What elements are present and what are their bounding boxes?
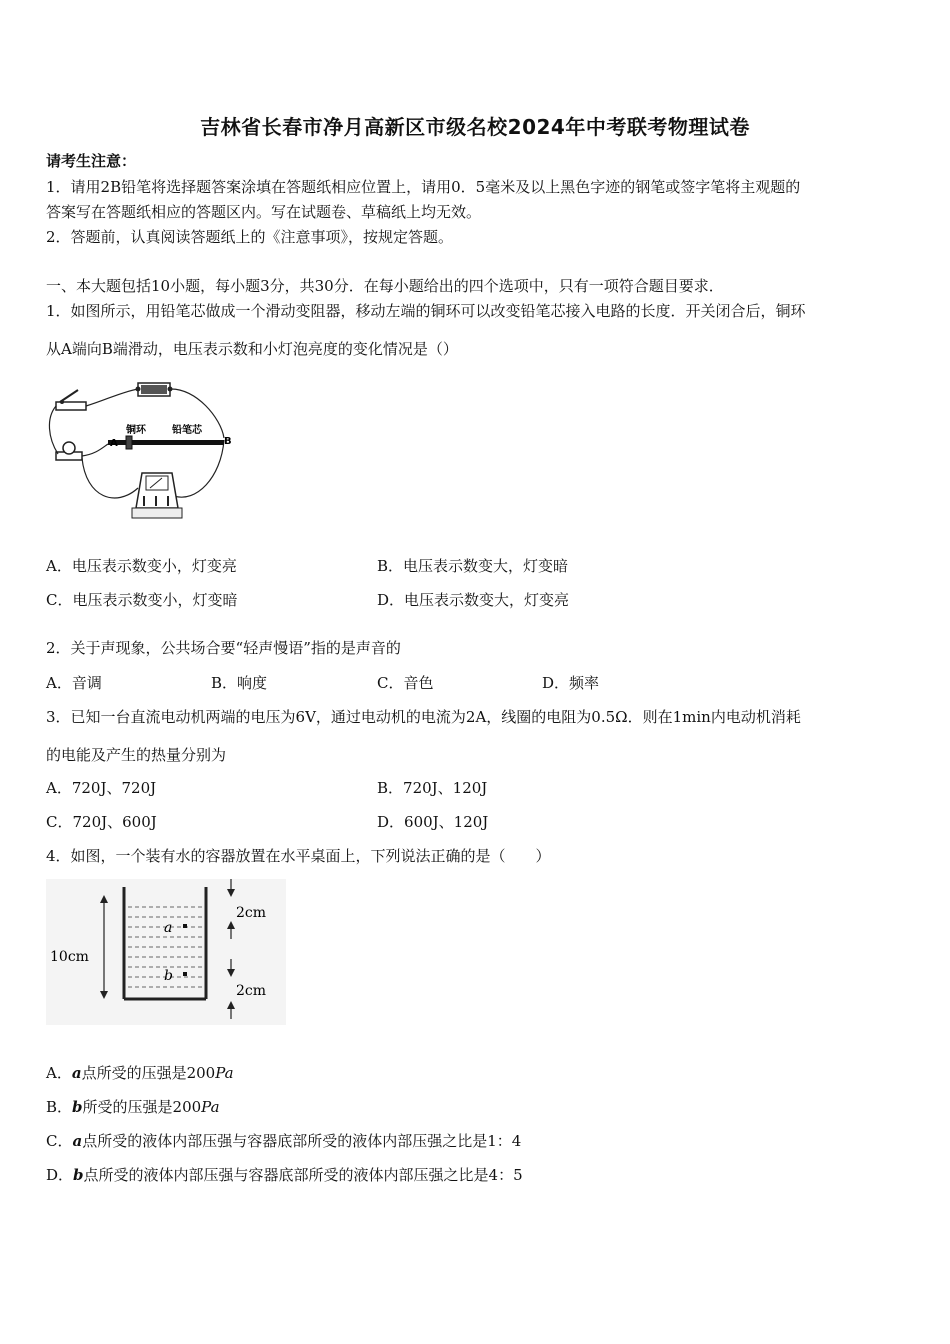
q2-option-d: D．频率: [542, 674, 600, 692]
q4-option-d: D．b点所受的液体内部压强与容器底部所受的液体内部压强之比是4：5: [46, 1166, 523, 1184]
point-b-label: b: [164, 968, 173, 984]
point-a-icon: [183, 924, 187, 928]
q1-stem-line-2: 从A端向B端滑动，电压表示数和小灯泡亮度的变化情况是（）: [46, 340, 458, 358]
switch-icon: [56, 390, 86, 410]
q4-option-c: C．a点所受的液体内部压强与容器底部所受的液体内部压强之比是1：4: [46, 1132, 522, 1150]
voltmeter-icon: [132, 473, 182, 518]
q3-stem-line-1: 3．已知一台直流电动机两端的电压为6V，通过电动机的电流为2A，线圈的电阻为0.5Ω．则在1min内电动机消耗: [46, 708, 801, 726]
point-b-icon: [183, 972, 187, 976]
q1-option-c: C．电压表示数变小，灯变暗: [46, 591, 238, 609]
q3-stem-line-2: 的电能及产生的热量分别为: [46, 746, 227, 764]
top-depth-label: 2cm: [236, 905, 267, 921]
q3-option-a: A．720J、720J: [46, 779, 157, 797]
point-a-label: a: [164, 920, 173, 936]
notice-line-2: 2．答题前，认真阅读答题纸上的《注意事项》，按规定答题。: [46, 228, 454, 246]
label-lead: 铅笔芯: [172, 425, 202, 436]
label-b: B: [224, 436, 232, 447]
q2-option-a: A．音调: [46, 674, 102, 692]
q2-stem: 2．关于声现象，公共场合要“轻声慢语”指的是声音的: [46, 639, 401, 657]
battery-icon: [136, 383, 173, 396]
notice-line-1: 1．请用2B铅笔将选择题答案涂填在答题纸相应位置上，请用0．5毫米及以上黑色字迹的钢笔或签字笔将主观题的: [46, 178, 801, 196]
q4-option-a: A．a点所受的压强是200Pa: [46, 1064, 234, 1082]
notice-heading: 请考生注意：: [46, 152, 137, 170]
q4-container-figure: [46, 879, 286, 1025]
q1-option-a: A．电压表示数变小，灯变亮: [46, 557, 237, 575]
notice-line-1b: 答案写在答题纸相应的答题区内。写在试题卷、草稿纸上均无效。: [46, 203, 482, 221]
q2-option-b: B．响度: [211, 674, 268, 692]
q1-option-d: D．电压表示数变大，灯变亮: [377, 591, 570, 609]
bulb-icon: [56, 442, 82, 460]
q3-option-c: C．720J、600J: [46, 813, 157, 831]
q1-circuit-figure: [46, 378, 236, 528]
section-heading: 一、本大题包括10小题，每小题3分，共30分．在每小题给出的四个选项中，只有一项符合题目要求．: [46, 277, 724, 295]
bottom-depth-label: 2cm: [236, 983, 267, 999]
height-label: 10cm: [50, 949, 89, 965]
page-title: 吉林省长春市净月高新区市级名校2024年中考联考物理试卷: [200, 115, 750, 139]
q3-option-b: B．720J、120J: [377, 779, 488, 797]
label-a: A: [110, 438, 118, 449]
q1-option-b: B．电压表示数变大，灯变暗: [377, 557, 569, 575]
q1-stem-line-1: 1．如图所示，用铅笔芯做成一个滑动变阻器，移动左端的铜环可以改变铅笔芯接入电路的长度．开关闭合后，铜环: [46, 302, 806, 320]
q3-option-d: D．600J、120J: [377, 813, 489, 831]
label-ring: 铜环: [126, 425, 146, 436]
q4-stem: 4．如图，一个装有水的容器放置在水平桌面上，下列说法正确的是（ ）: [46, 847, 551, 865]
q4-option-b: B．b所受的压强是200Pa: [46, 1098, 220, 1116]
q2-option-c: C．音色: [377, 674, 434, 692]
